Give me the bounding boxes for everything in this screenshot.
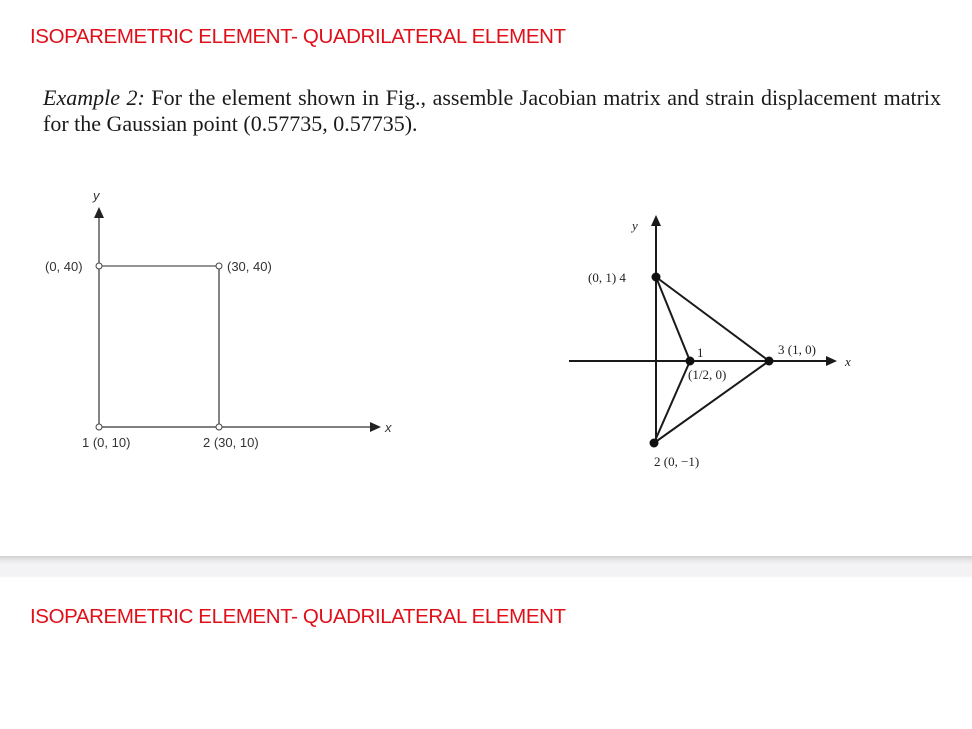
quadrilateral-diagram: [30, 180, 410, 470]
node-2-label: 2 (0, −1): [654, 454, 700, 469]
y-axis-label: y: [93, 188, 100, 203]
node-3-label: (30, 40): [227, 259, 272, 274]
y-axis-label: y: [632, 218, 638, 233]
node-1-coord: (1/2, 0): [688, 367, 727, 382]
node-1-id: 1: [697, 345, 704, 360]
node-4-label: (0, 40): [45, 259, 83, 274]
y-axis-arrow-icon: [94, 207, 104, 218]
mapped-element-diagram: [560, 200, 870, 480]
x-axis-label: x: [845, 354, 851, 369]
example-label: Example 2:: [43, 85, 145, 110]
slide-2: [0, 578, 972, 729]
node-3-label: 3 (1, 0): [778, 342, 816, 357]
slide-title: ISOPAREMETRIC ELEMENT- QUADRILATERAL ELEMENT: [30, 605, 566, 628]
example-paragraph: [43, 85, 941, 137]
node-1-label: 1 (0, 10): [82, 435, 131, 450]
x-axis-label: x: [385, 420, 392, 435]
slide-separator: [0, 556, 972, 578]
y-axis-arrow-icon: [651, 215, 661, 226]
node-4-label: (0, 1) 4: [588, 270, 626, 285]
x-axis-arrow-icon: [370, 422, 381, 432]
slide-title: ISOPAREMETRIC ELEMENT- QUADRILATERAL ELEMENT: [30, 25, 566, 48]
node-2-label: 2 (30, 10): [203, 435, 259, 450]
x-axis-arrow-icon: [826, 356, 837, 366]
figure-quadrilateral-element: [30, 180, 410, 470]
figure-mapped-element: [560, 200, 870, 480]
example-text: For the element shown in Fig., assemble Jacobian matrix and strain displacement matrix for the Gaussian point (0.57735, 0.57735).: [43, 85, 942, 136]
